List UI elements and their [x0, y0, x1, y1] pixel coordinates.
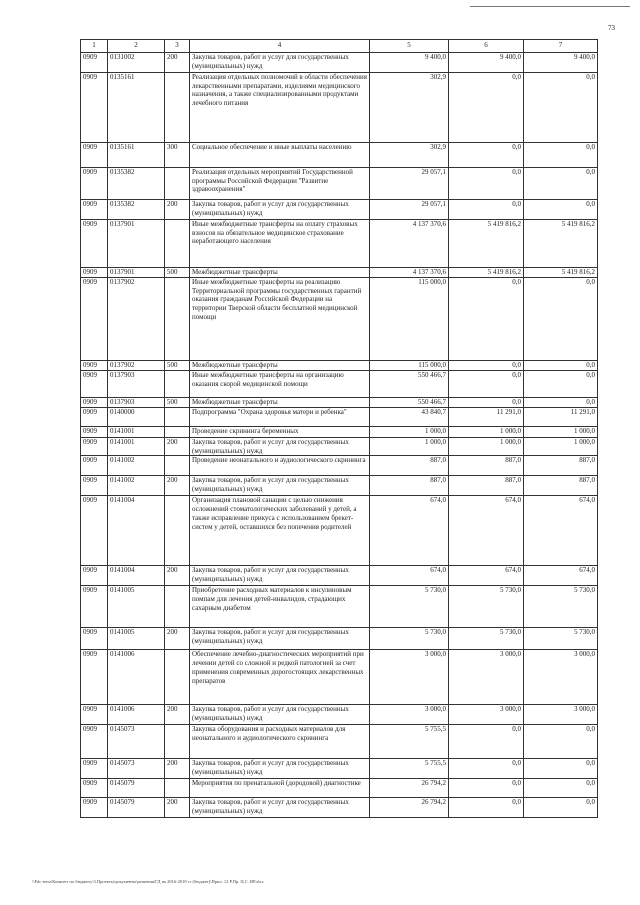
section-code-cell: 0909	[81, 566, 108, 586]
amount-2018-cell: 11 291,0	[524, 408, 598, 427]
target-code-cell: 0137902	[108, 361, 165, 371]
amount-2017-cell: 887,0	[449, 476, 524, 496]
amount-2018-cell: 887,0	[524, 456, 598, 476]
expense-type-cell: 200	[165, 705, 190, 725]
description-cell: Закупка товаров, работ и услуг для государственных (муниципальных) нужд	[190, 798, 370, 818]
target-code-cell: 0140000	[108, 408, 165, 427]
amount-2017-cell: 0,0	[449, 278, 524, 361]
description-cell: Приобретение расходных материалов к инсулиновым помпам для лечения детей-инвалидов, страдающих сахарным диабетом	[190, 586, 370, 628]
column-header: 7	[524, 40, 598, 53]
amount-2018-cell: 0,0	[524, 371, 598, 398]
target-code-cell: 0137903	[108, 371, 165, 398]
target-code-cell: 0141002	[108, 456, 165, 476]
table-row	[81, 278, 598, 361]
target-code-cell: 0137901	[108, 220, 165, 268]
section-code-cell: 0909	[81, 628, 108, 650]
amount-2017-cell: 674,0	[449, 566, 524, 586]
description-cell: Закупка товаров, работ и услуг для государственных (муниципальных) нужд	[190, 53, 370, 73]
table-row	[81, 650, 598, 705]
amount-2017-cell: 9 400,0	[449, 53, 524, 73]
amount-2016-cell: 5 730,0	[370, 586, 449, 628]
amount-2016-cell: 26 794,2	[370, 779, 449, 798]
description-cell: Обеспечение лечебно-диагностических мероприятий при лечении детей со сложной и редкой патологией за счет применения современных дорогостоящих лекарственных препаратов	[190, 650, 370, 705]
expense-type-cell: 300	[165, 143, 190, 168]
amount-2017-cell: 0,0	[449, 73, 524, 143]
description-cell: Закупка товаров, работ и услуг для государственных (муниципальных) нужд	[190, 705, 370, 725]
expense-type-cell: 500	[165, 361, 190, 371]
table-row	[81, 408, 598, 427]
description-cell: Закупка оборудования и расходных материалов для неонатального и аудиологического скрининга	[190, 725, 370, 759]
table-row	[81, 779, 598, 798]
description-cell: Закупка товаров, работ и услуг для государственных (муниципальных) нужд	[190, 200, 370, 220]
amount-2016-cell: 674,0	[370, 566, 449, 586]
table-row	[81, 759, 598, 779]
target-code-cell: 0135161	[108, 73, 165, 143]
amount-2016-cell: 674,0	[370, 496, 449, 566]
section-code-cell: 0909	[81, 200, 108, 220]
amount-2017-cell: 1 000,0	[449, 427, 524, 438]
table-row	[81, 361, 598, 371]
amount-2018-cell: 0,0	[524, 398, 598, 408]
section-code-cell: 0909	[81, 268, 108, 278]
section-code-cell: 0909	[81, 476, 108, 496]
table-row	[81, 200, 598, 220]
footer-path: \\Fdc-terra\Комитет по бюджету\3.Проекты\документы\решения\ГД на 2016-2018 гг (бюджет)\Прил. 12 Р.Пр. Ц.С. ВР.xlsx	[32, 879, 264, 884]
target-code-cell: 0137903	[108, 398, 165, 408]
amount-2018-cell: 5 419 816,2	[524, 220, 598, 268]
expense-type-cell: 200	[165, 476, 190, 496]
description-cell: Межбюджетные трансферты	[190, 398, 370, 408]
expense-type-cell: 200	[165, 759, 190, 779]
expense-type-cell	[165, 456, 190, 476]
section-code-cell: 0909	[81, 143, 108, 168]
description-cell: Реализация отдельных полномочий в области обеспечения лекарственными препаратами, изделиями медицинского назначения, а также специализированными продуктами лечебного питания	[190, 73, 370, 143]
amount-2016-cell: 5 730,0	[370, 628, 449, 650]
amount-2018-cell: 674,0	[524, 566, 598, 586]
column-header: 6	[449, 40, 524, 53]
amount-2018-cell: 0,0	[524, 759, 598, 779]
description-cell: Межбюджетные трансферты	[190, 268, 370, 278]
target-code-cell: 0141005	[108, 628, 165, 650]
amount-2017-cell: 674,0	[449, 496, 524, 566]
table-row	[81, 427, 598, 438]
amount-2018-cell: 3 000,0	[524, 705, 598, 725]
amount-2018-cell: 1 000,0	[524, 427, 598, 438]
amount-2017-cell: 0,0	[449, 168, 524, 200]
section-code-cell: 0909	[81, 168, 108, 200]
target-code-cell: 0141006	[108, 650, 165, 705]
amount-2016-cell: 1 000,0	[370, 438, 449, 456]
section-code-cell: 0909	[81, 278, 108, 361]
target-code-cell: 0141004	[108, 566, 165, 586]
target-code-cell: 0135382	[108, 168, 165, 200]
table-row	[81, 53, 598, 73]
target-code-cell: 0141006	[108, 705, 165, 725]
table-row	[81, 456, 598, 476]
section-code-cell: 0909	[81, 759, 108, 779]
amount-2018-cell: 3 000,0	[524, 650, 598, 705]
column-header: 1	[81, 40, 108, 53]
table-row	[81, 798, 598, 818]
amount-2017-cell: 887,0	[449, 456, 524, 476]
amount-2017-cell: 0,0	[449, 143, 524, 168]
expense-type-cell	[165, 220, 190, 268]
section-code-cell: 0909	[81, 438, 108, 456]
amount-2016-cell: 4 137 370,6	[370, 220, 449, 268]
column-header: 2	[108, 40, 165, 53]
target-code-cell: 0131002	[108, 53, 165, 73]
table-row	[81, 268, 598, 278]
amount-2016-cell: 5 755,5	[370, 725, 449, 759]
expense-type-cell: 200	[165, 438, 190, 456]
expense-type-cell	[165, 496, 190, 566]
section-code-cell: 0909	[81, 73, 108, 143]
table-row	[81, 168, 598, 200]
amount-2016-cell: 4 137 370,6	[370, 268, 449, 278]
amount-2017-cell: 0,0	[449, 371, 524, 398]
expense-type-cell: 200	[165, 53, 190, 73]
budget-table	[80, 39, 598, 818]
table-row	[81, 476, 598, 496]
section-code-cell: 0909	[81, 725, 108, 759]
expense-type-cell	[165, 371, 190, 398]
target-code-cell: 0141004	[108, 496, 165, 566]
amount-2016-cell: 302,9	[370, 73, 449, 143]
description-cell: Иные межбюджетные трансферты на организацию оказания скорой медицинской помощи	[190, 371, 370, 398]
amount-2018-cell: 0,0	[524, 143, 598, 168]
amount-2017-cell: 0,0	[449, 725, 524, 759]
section-code-cell: 0909	[81, 798, 108, 818]
section-code-cell: 0909	[81, 586, 108, 628]
expense-type-cell: 500	[165, 398, 190, 408]
amount-2016-cell: 29 057,1	[370, 200, 449, 220]
amount-2016-cell: 550 466,7	[370, 371, 449, 398]
amount-2018-cell: 887,0	[524, 476, 598, 496]
section-code-cell: 0909	[81, 456, 108, 476]
target-code-cell: 0141002	[108, 476, 165, 496]
description-cell: Проведение скрининга беременных	[190, 427, 370, 438]
amount-2017-cell: 0,0	[449, 200, 524, 220]
description-cell: Проведение неонатального и аудиологического скрининга	[190, 456, 370, 476]
column-header: 3	[165, 40, 190, 53]
target-code-cell: 0141001	[108, 438, 165, 456]
amount-2017-cell: 5 730,0	[449, 586, 524, 628]
section-code-cell: 0909	[81, 427, 108, 438]
amount-2018-cell: 0,0	[524, 361, 598, 371]
section-code-cell: 0909	[81, 496, 108, 566]
expense-type-cell	[165, 779, 190, 798]
amount-2017-cell: 3 000,0	[449, 705, 524, 725]
table-row	[81, 586, 598, 628]
table-row	[81, 566, 598, 586]
amount-2017-cell: 0,0	[449, 398, 524, 408]
expense-type-cell: 200	[165, 798, 190, 818]
description-cell: Организация плановой санации с целью снижения осложнений стоматологических заболеваний у детей, а также исправление прикуса с использованием брекет-систем у детей, оставшихся без попечения родителей	[190, 496, 370, 566]
target-code-cell: 0137902	[108, 278, 165, 361]
amount-2018-cell: 0,0	[524, 278, 598, 361]
amount-2018-cell: 674,0	[524, 496, 598, 566]
expense-type-cell	[165, 278, 190, 361]
section-code-cell: 0909	[81, 779, 108, 798]
amount-2017-cell: 3 000,0	[449, 650, 524, 705]
amount-2017-cell: 0,0	[449, 759, 524, 779]
section-code-cell: 0909	[81, 705, 108, 725]
column-header: 5	[370, 40, 449, 53]
section-code-cell: 0909	[81, 371, 108, 398]
target-code-cell: 0145073	[108, 759, 165, 779]
description-cell: Межбюджетные трансферты	[190, 361, 370, 371]
amount-2018-cell: 0,0	[524, 779, 598, 798]
target-code-cell: 0135382	[108, 200, 165, 220]
table-row	[81, 438, 598, 456]
description-cell: Закупка товаров, работ и услуг для государственных (муниципальных) нужд	[190, 438, 370, 456]
amount-2017-cell: 5 419 816,2	[449, 220, 524, 268]
description-cell: Мероприятия по пренатальной (дородовой) диагностике	[190, 779, 370, 798]
amount-2017-cell: 5 730,0	[449, 628, 524, 650]
target-code-cell: 0137901	[108, 268, 165, 278]
expense-type-cell	[165, 725, 190, 759]
expense-type-cell: 200	[165, 628, 190, 650]
amount-2018-cell: 5 419 816,2	[524, 268, 598, 278]
amount-2017-cell: 0,0	[449, 779, 524, 798]
column-header: 4	[190, 40, 370, 53]
amount-2016-cell: 550 466,7	[370, 398, 449, 408]
section-code-cell: 0909	[81, 361, 108, 371]
amount-2018-cell: 5 730,0	[524, 586, 598, 628]
table-row	[81, 73, 598, 143]
section-code-cell: 0909	[81, 398, 108, 408]
section-code-cell: 0909	[81, 220, 108, 268]
amount-2018-cell: 0,0	[524, 73, 598, 143]
amount-2018-cell: 1 000,0	[524, 438, 598, 456]
amount-2016-cell: 26 794,2	[370, 798, 449, 818]
amount-2016-cell: 1 000,0	[370, 427, 449, 438]
table-row	[81, 496, 598, 566]
section-code-cell: 0909	[81, 650, 108, 705]
amount-2017-cell: 1 000,0	[449, 438, 524, 456]
target-code-cell: 0145079	[108, 798, 165, 818]
expense-type-cell: 500	[165, 268, 190, 278]
page-number: 73	[608, 24, 615, 32]
amount-2018-cell: 5 730,0	[524, 628, 598, 650]
amount-2016-cell: 29 057,1	[370, 168, 449, 200]
amount-2017-cell: 0,0	[449, 798, 524, 818]
section-code-cell: 0909	[81, 408, 108, 427]
description-cell: Закупка товаров, работ и услуг для государственных (муниципальных) нужд	[190, 628, 370, 650]
description-cell: Иные межбюджетные трансферты на оплату страховых взносов на обязательное медицинское страхование неработающего населения	[190, 220, 370, 268]
table-row	[81, 371, 598, 398]
expense-type-cell	[165, 408, 190, 427]
description-cell: Иные межбюджетные трансферты на реализацию Территориальной программы государственных гарантий оказания гражданам Российской Федерации на территории Тверской области бесплатной медицинской помощи	[190, 278, 370, 361]
amount-2018-cell: 9 400,0	[524, 53, 598, 73]
amount-2018-cell: 0,0	[524, 168, 598, 200]
table-row	[81, 725, 598, 759]
amount-2016-cell: 43 840,7	[370, 408, 449, 427]
amount-2016-cell: 887,0	[370, 456, 449, 476]
description-cell: Подпрограмма "Охрана здоровья матери и ребенка"	[190, 408, 370, 427]
expense-type-cell	[165, 650, 190, 705]
description-cell: Социальное обеспечение и иные выплаты населению	[190, 143, 370, 168]
amount-2016-cell: 115 000,0	[370, 278, 449, 361]
section-code-cell: 0909	[81, 53, 108, 73]
target-code-cell: 0145073	[108, 725, 165, 759]
table-row	[81, 705, 598, 725]
expense-type-cell	[165, 73, 190, 143]
table-header-row	[81, 40, 598, 53]
table-row	[81, 628, 598, 650]
top-rule	[470, 6, 630, 7]
description-cell: Реализация отдельных мероприятий Государственной программы Российской Федерации "Развитие здравоохранения"	[190, 168, 370, 200]
amount-2016-cell: 3 000,0	[370, 650, 449, 705]
expense-type-cell: 200	[165, 566, 190, 586]
description-cell: Закупка товаров, работ и услуг для государственных (муниципальных) нужд	[190, 476, 370, 496]
table-body	[81, 53, 598, 818]
expense-type-cell: 200	[165, 200, 190, 220]
amount-2016-cell: 887,0	[370, 476, 449, 496]
target-code-cell: 0135161	[108, 143, 165, 168]
amount-2016-cell: 3 000,0	[370, 705, 449, 725]
amount-2016-cell: 115 000,0	[370, 361, 449, 371]
description-cell: Закупка товаров, работ и услуг для государственных (муниципальных) нужд	[190, 566, 370, 586]
target-code-cell: 0141001	[108, 427, 165, 438]
amount-2016-cell: 302,9	[370, 143, 449, 168]
amount-2018-cell: 0,0	[524, 200, 598, 220]
amount-2017-cell: 11 291,0	[449, 408, 524, 427]
amount-2018-cell: 0,0	[524, 725, 598, 759]
amount-2017-cell: 5 419 816,2	[449, 268, 524, 278]
expense-type-cell	[165, 427, 190, 438]
expense-type-cell	[165, 586, 190, 628]
description-cell: Закупка товаров, работ и услуг для государственных (муниципальных) нужд	[190, 759, 370, 779]
amount-2016-cell: 9 400,0	[370, 53, 449, 73]
table-row	[81, 143, 598, 168]
target-code-cell: 0141005	[108, 586, 165, 628]
table-row	[81, 220, 598, 268]
amount-2017-cell: 0,0	[449, 361, 524, 371]
amount-2018-cell: 0,0	[524, 798, 598, 818]
target-code-cell: 0145079	[108, 779, 165, 798]
table-row	[81, 398, 598, 408]
expense-type-cell	[165, 168, 190, 200]
amount-2016-cell: 5 755,5	[370, 759, 449, 779]
